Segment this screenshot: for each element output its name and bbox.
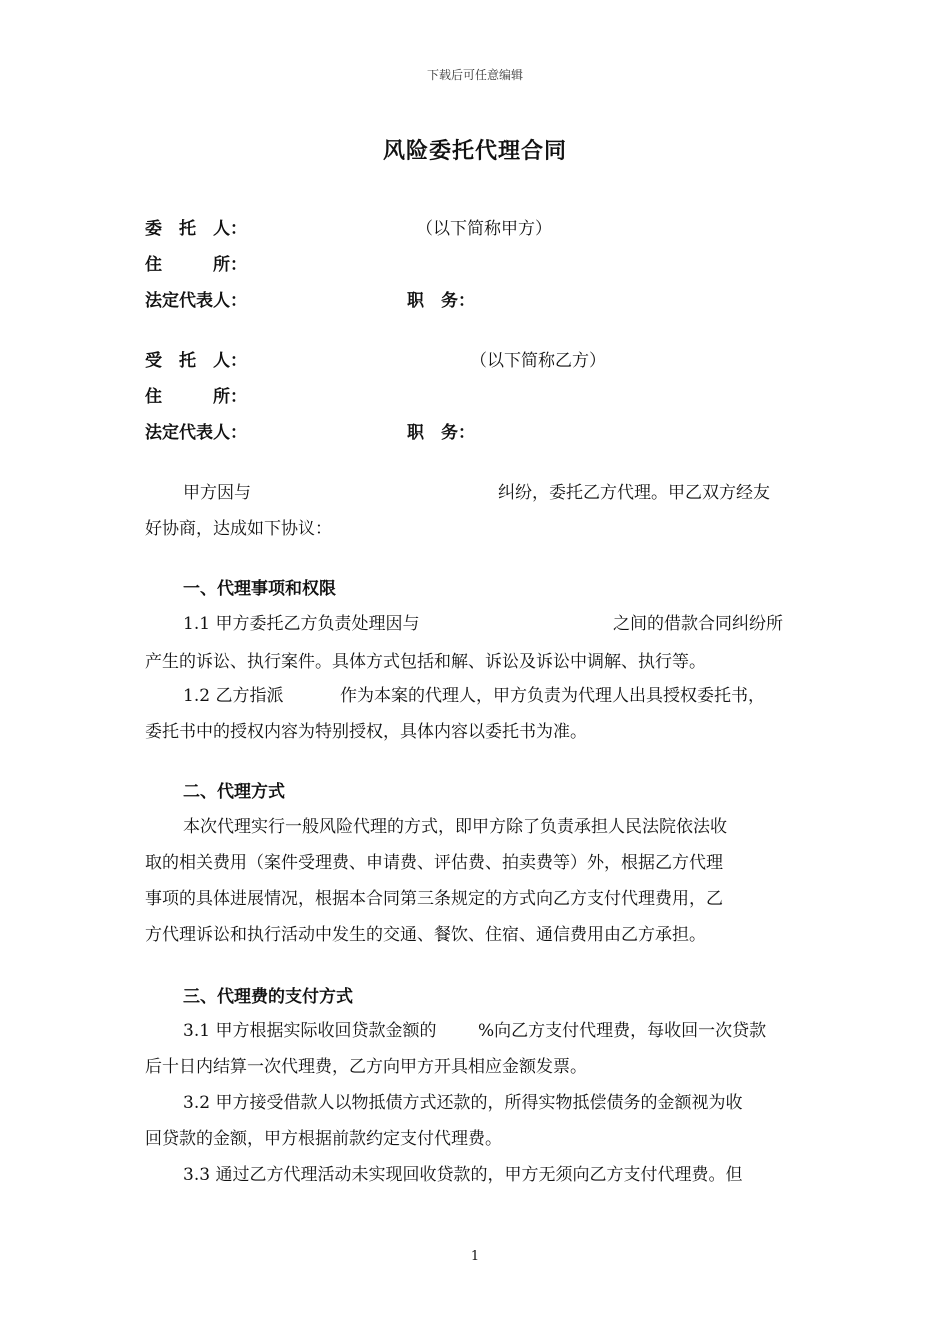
document-title: 风险委托代理合同: [382, 139, 567, 164]
client-label: 委 托 人：: [145, 219, 247, 239]
clause-3-1-line2: 后十日内结算一次代理费，乙方向甲方开具相应金额发票。: [145, 1057, 587, 1077]
clause-3-2-line1: 3.2 甲方接受借款人以物抵债方式还款的，所得实物抵偿债务的金额视为收: [183, 1093, 743, 1113]
clause-1-1-end: 之间的借款合同纠纷所: [613, 614, 783, 634]
section2-heading: 二、代理方式: [183, 782, 285, 802]
clause-3-2-line2: 回贷款的金额，甲方根据前款约定支付代理费。: [145, 1129, 502, 1149]
agent-note: （以下简称乙方）: [470, 351, 606, 371]
section2-line4: 方代理诉讼和执行活动中发生的交通、餐饮、住宿、通信费用由乙方承担。: [145, 925, 706, 945]
intro-line2: 好协商，达成如下协议：: [145, 519, 332, 539]
clause-3-1-start: 3.1 甲方根据实际收回贷款金额的: [183, 1021, 437, 1041]
clause-1-1-start: 1.1 甲方委托乙方负责处理因与: [183, 614, 420, 634]
section2-line2: 取的相关费用（案件受理费、申请费、评估费、拍卖费等）外，根据乙方代理: [145, 853, 723, 873]
agent-rep-label: 法定代表人：: [145, 423, 247, 443]
agent-position-label: 职 务：: [407, 423, 475, 443]
section2-line1: 本次代理实行一般风险代理的方式，即甲方除了负责承担人民法院依法收: [183, 817, 727, 837]
agent-address-label: 住 所：: [145, 387, 247, 407]
clause-3-3-line1: 3.3 通过乙方代理活动未实现回收贷款的，甲方无须向乙方支付代理费。但: [183, 1165, 743, 1185]
agent-label: 受 托 人：: [145, 351, 247, 371]
client-rep-label: 法定代表人：: [145, 291, 247, 311]
client-position-label: 职 务：: [407, 291, 475, 311]
header-note: 下载后可任意编辑: [426, 68, 523, 82]
section3-heading: 三、代理费的支付方式: [183, 987, 353, 1007]
intro-line1-end: 纠纷，委托乙方代理。甲乙双方经友: [498, 483, 770, 503]
section1-heading: 一、代理事项和权限: [183, 579, 336, 599]
section2-line3: 事项的具体进展情况，根据本合同第三条规定的方式向乙方支付代理费用，乙: [145, 889, 723, 909]
intro-line1-start: 甲方因与: [183, 483, 251, 503]
page-number: 1: [470, 1249, 480, 1264]
clause-1-2-start: 1.2 乙方指派: [183, 686, 284, 706]
clause-1-1-line2: 产生的诉讼、执行案件。具体方式包括和解、诉讼及诉讼中调解、执行等。: [145, 652, 706, 672]
client-address-label: 住 所：: [145, 255, 247, 275]
client-note: （以下简称甲方）: [416, 219, 552, 239]
clause-3-1-end: %向乙方支付代理费，每收回一次贷款: [478, 1021, 767, 1041]
clause-1-2-end: 作为本案的代理人，甲方负责为代理人出具授权委托书，: [340, 686, 765, 706]
clause-1-2-line2: 委托书中的授权内容为特别授权，具体内容以委托书为准。: [145, 722, 587, 742]
